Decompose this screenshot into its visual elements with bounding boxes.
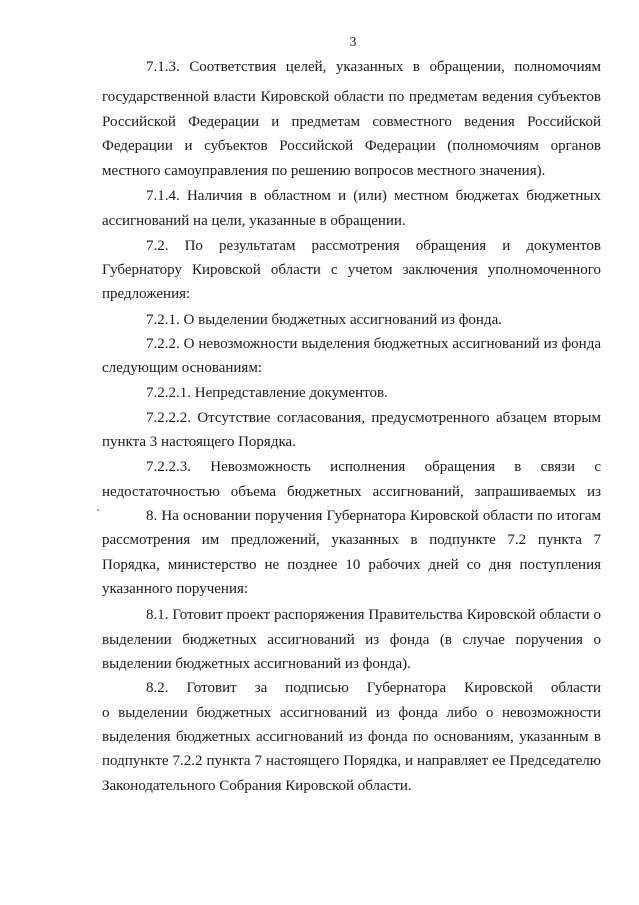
text-line: 7.2.2.1. Непредставление документов. (146, 385, 388, 401)
text-line: недостаточностью объема бюджетных ассигнований, запрашиваемых из (102, 484, 601, 500)
text-line: пункта 3 настоящего Порядка. (102, 434, 296, 450)
text-line: о выделении бюджетных ассигнований из фонда либо о невозможности (102, 705, 601, 721)
text-line: Российской Федерации и предметам совместного ведения Российской (102, 114, 601, 130)
text-line: 8.2. Готовит за подписью Губернатора Кировской области (146, 680, 601, 696)
text-line: 7.2.2. О невозможности выделения бюджетных ассигнований из фонда (146, 336, 601, 352)
text-line: выделения бюджетных ассигнований из фонда по основаниям, указанным в (102, 729, 601, 745)
text-line: Порядка, министерство не позднее 10 рабочих дней со дня поступления (102, 557, 601, 573)
scan-speck (97, 509, 99, 511)
text-line: 7.2.1. О выделении бюджетных ассигнований из фонда. (146, 312, 502, 328)
text-line: 7.1.3. Соответствия целей, указанных в обращении, полномочиям (146, 59, 601, 75)
text-line: государственной власти Кировской области по предметам ведения субъектов (102, 89, 601, 105)
text-line: Губернатору Кировской области с учетом заключения уполномоченного (102, 262, 601, 278)
text-line: 8.1. Готовит проект распоряжения Правительства Кировской области о (146, 607, 601, 623)
page-number: 3 (349, 35, 357, 50)
text-line: Федерации и субъектов Российской Федерации (полномочиям органов (102, 138, 601, 154)
text-line: 7.2.2.2. Отсутствие согласования, предусмотренного абзацем вторым (146, 410, 601, 426)
text-line: 8. На основании поручения Губернатора Кировской области по итогам (146, 508, 601, 524)
text-line: 7.2. По результатам рассмотрения обращения и документов (146, 238, 601, 254)
text-line: следующим основаниям: (102, 360, 262, 376)
text-line: рассмотрения им предложений, указанных в подпункте 7.2 пункта 7 (102, 532, 601, 548)
text-line: 7.2.2.3. Невозможность исполнения обращения в связи с (146, 459, 601, 475)
text-line: Законодательного Собрания Кировской области. (102, 778, 412, 794)
text-line: ассигнований на цели, указанные в обращении. (102, 213, 406, 229)
text-line: предложения: (102, 286, 191, 302)
text-line: подпункте 7.2.2 пункта 7 настоящего Порядка, и направляет ее Председателю (102, 753, 601, 769)
text-line: выделении бюджетных ассигнований из фонда (в случае поручения о (102, 632, 601, 648)
text-line: выделении бюджетных ассигнований из фонда). (102, 656, 411, 672)
text-line: указанного поручения: (102, 581, 249, 597)
text-line: местного самоуправления по решению вопросов местного значения). (102, 163, 546, 179)
text-line: 7.1.4. Наличия в областном и (или) местном бюджетах бюджетных (146, 188, 601, 204)
